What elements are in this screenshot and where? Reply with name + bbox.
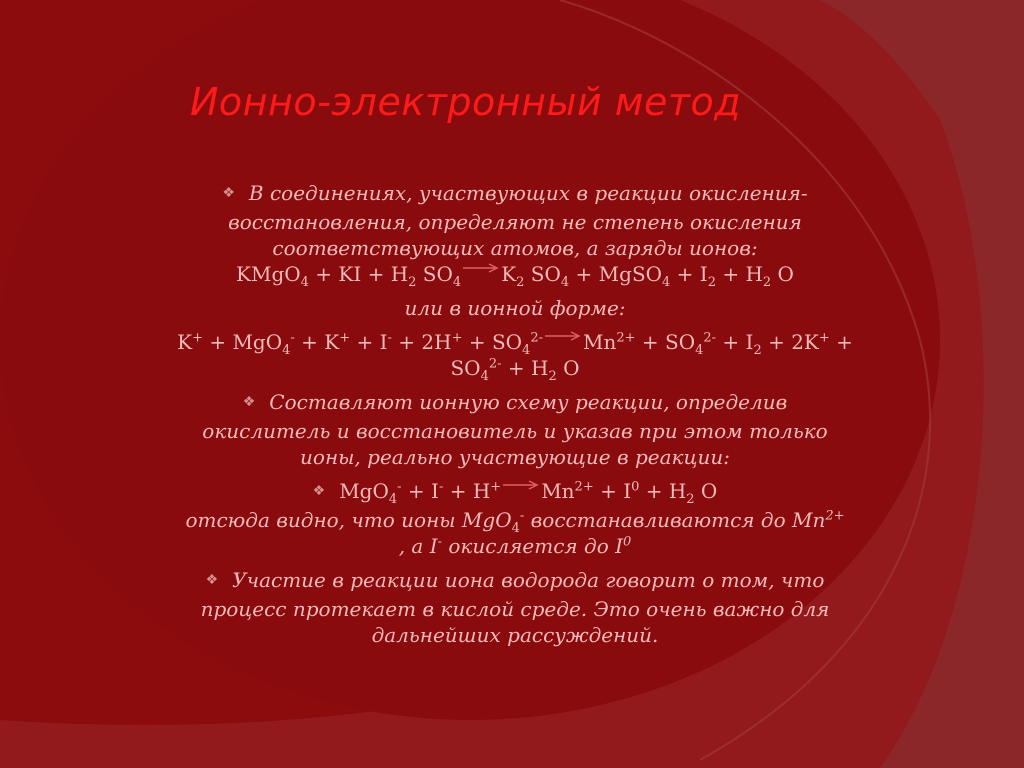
p3-part: восстанавливаются до Mn	[524, 508, 826, 532]
equation-molecular	[95, 261, 935, 290]
eq3-sup: +	[490, 479, 502, 495]
eq2-sub: 2	[753, 343, 762, 358]
p1-line1: В соединениях, участвующих в реакции окисления-	[248, 181, 808, 205]
p3-sub: 4	[511, 521, 520, 536]
eq1-sub: 2	[516, 275, 525, 290]
eq1-sub: 2	[707, 275, 716, 290]
eq1-sub: 4	[300, 275, 309, 290]
eq1-sub: 2	[408, 275, 417, 290]
eq2-sup: +	[192, 330, 203, 346]
eq1-sub: 4	[662, 275, 671, 290]
p4-line1: Участие в реакции иона водорода говорит о том, что	[232, 568, 825, 592]
paragraph-1	[95, 180, 935, 261]
eq2-part: Mn	[583, 330, 617, 354]
eq3-part: MgO	[339, 479, 389, 503]
eq1-part: KMgO	[236, 262, 301, 286]
eq1-part: + I	[670, 262, 708, 286]
eq2-part: +	[829, 330, 853, 354]
eq2-sub: 4	[522, 343, 531, 358]
eq3-sup: -	[397, 479, 402, 495]
eq1-part: SO	[524, 262, 561, 286]
eq3-sup: 2+	[574, 479, 594, 495]
eq2-part: + H	[501, 356, 549, 380]
eq3-part: + H	[443, 479, 491, 503]
eq1-part: O	[771, 262, 794, 286]
paragraph-3	[95, 507, 935, 559]
p2-line3: ионы, реально участвующие в реакции:	[300, 445, 730, 469]
equation-ionic	[95, 329, 935, 384]
p2-line1: Составляют ионную схему реакции, определив	[269, 390, 788, 414]
p3-part: окисляется до I	[442, 534, 623, 558]
p4-line3: дальнейших рассуждений.	[371, 623, 659, 647]
eq2-sub: 4	[695, 343, 704, 358]
slide-title: Ионно-электронный метод	[190, 80, 741, 124]
p3-part: , а I	[398, 534, 438, 558]
eq2-sup: 2-	[703, 330, 717, 346]
eq3-part: + H	[639, 479, 687, 503]
eq3-sup: 0	[631, 479, 640, 495]
eq2-part: + 2K	[761, 330, 819, 354]
eq2-sub: 2	[548, 369, 557, 384]
eq1-sub: 4	[560, 275, 570, 290]
eq2-sup: 2+	[616, 330, 636, 346]
eq2-part: + K	[294, 330, 340, 354]
eq2-sub: 4	[480, 369, 489, 384]
diamond-bullet-icon: ❖	[205, 572, 219, 588]
diamond-bullet-icon: ❖	[222, 185, 235, 201]
eq2-part: + I	[716, 330, 754, 354]
eq2-part: + SO	[635, 330, 696, 354]
eq2-sub: 4	[282, 343, 291, 358]
eq1-part: + H	[715, 262, 763, 286]
reaction-arrow-icon	[463, 263, 499, 273]
eq3-part: + I	[401, 479, 439, 503]
eq1-sub: 2	[762, 275, 772, 290]
paragraph-4	[95, 567, 935, 648]
eq2-part: + 2H	[391, 330, 452, 354]
eq3-part: Mn	[541, 479, 575, 503]
eq2-sup: 2-	[530, 330, 543, 346]
ionic-form-label: или в ионной форме:	[404, 296, 626, 320]
p1-line2: восстановления, определяют не степень окисления	[228, 210, 802, 234]
p1-line3: соответствующих атомов, а заряды ионов:	[272, 236, 758, 260]
p3-sup: -	[519, 508, 525, 524]
eq1-part: + KI + H	[308, 262, 409, 286]
eq2-part: O	[556, 356, 580, 380]
eq1-part: K	[501, 262, 517, 286]
p3-part: отсюда видно, что ионы MgO	[185, 508, 512, 532]
eq3-sub: 4	[388, 492, 398, 507]
eq1-part: + MgSO	[569, 262, 663, 286]
p2-line2: окислитель и восстановитель и указав при этом только	[202, 419, 828, 443]
eq2-part: K	[177, 330, 193, 354]
eq3-sub: 2	[686, 492, 695, 507]
eq1-sub: 4	[452, 275, 462, 290]
eq2-part: + I	[350, 330, 388, 354]
paragraph-2	[95, 389, 935, 470]
reaction-arrow-icon	[545, 331, 581, 341]
diamond-bullet-icon: ❖	[312, 483, 326, 499]
eq2-sup: +	[818, 330, 830, 346]
eq2-part: + SO	[462, 330, 523, 354]
eq1-part: SO	[416, 262, 453, 286]
reaction-arrow-icon	[503, 480, 539, 490]
eq2-part: + MgO	[202, 330, 283, 354]
p3-sup: 0	[623, 534, 632, 550]
eq2-sup: -	[387, 330, 392, 346]
eq3-part: O	[694, 479, 718, 503]
eq3-part: + I	[593, 479, 632, 503]
diamond-bullet-icon: ❖	[242, 394, 256, 410]
eq2-part: SO	[450, 356, 481, 380]
equation-scheme	[95, 478, 935, 507]
eq2-sup: 2-	[488, 356, 502, 372]
p3-sup: -	[437, 534, 443, 550]
eq2-sup: -	[290, 330, 295, 346]
p4-line2: процесс протекает в кислой среде. Это очень важно для	[200, 597, 830, 621]
p3-sup: 2+	[825, 508, 845, 524]
eq2-sup: +	[451, 330, 463, 346]
eq2-sup: +	[339, 330, 351, 346]
eq3-sup: -	[438, 479, 444, 495]
slide-body	[95, 180, 935, 648]
